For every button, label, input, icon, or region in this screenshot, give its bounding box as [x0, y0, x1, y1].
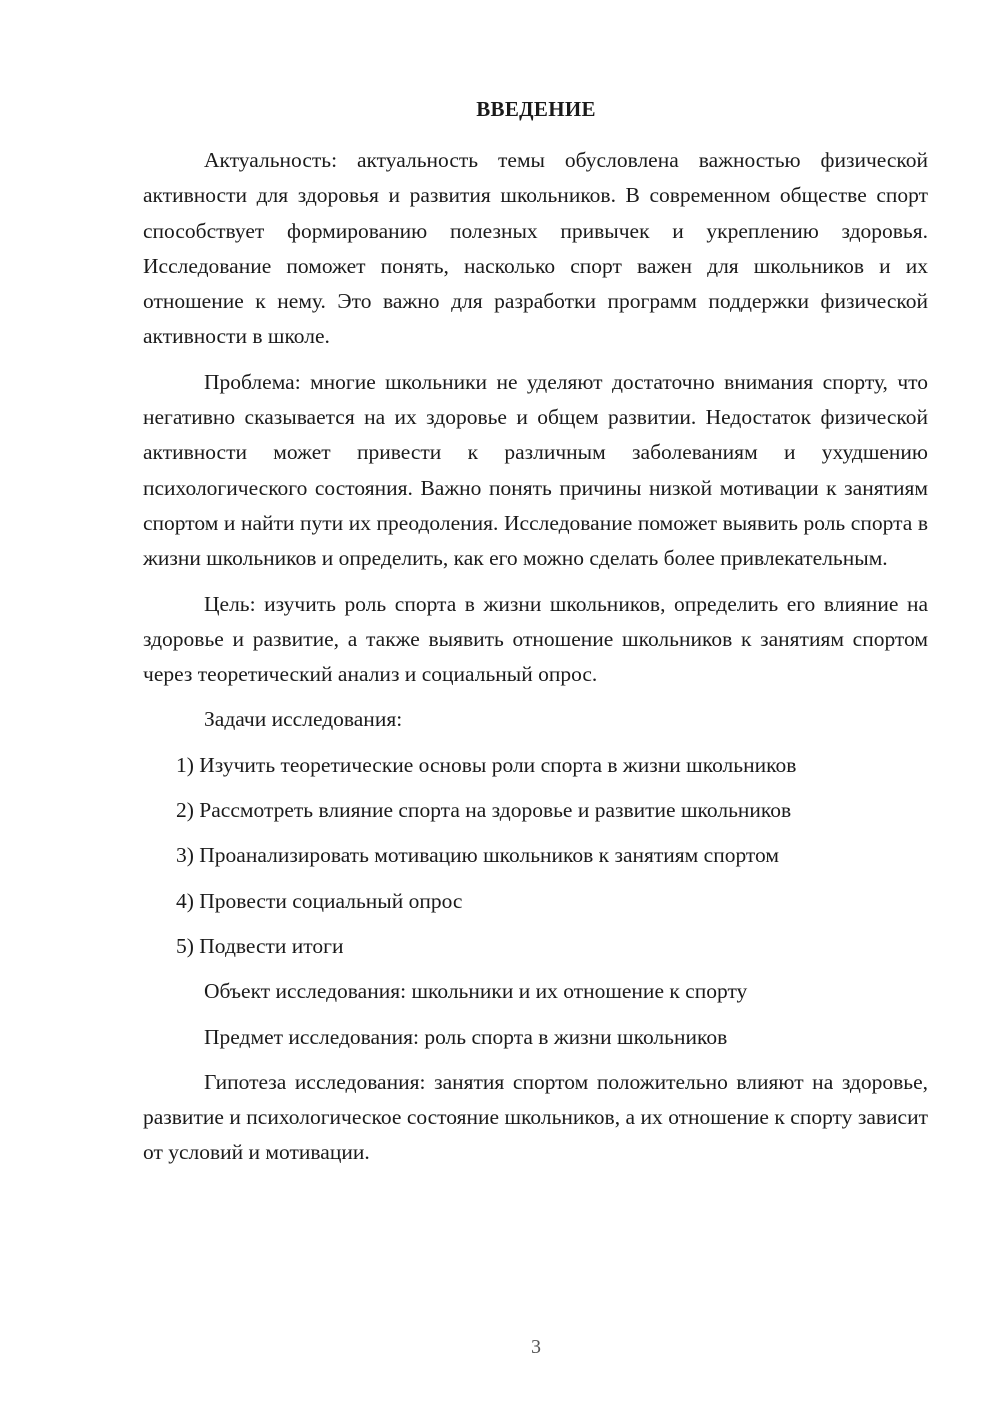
tasks-list [143, 748, 928, 964]
problem-paragraph: Проблема: многие школьники не уделяют достаточно внимания спорту, что негативно сказывается на их здоровье и общем развитии. Недостаток физической активности может привести к различным заболеваниям и ухудшению психологического состояния. Важно понять причины низкой мотивации к занятиям спортом и найти пути их преодоления. Исследование поможет выявить роль спорта в жизни школьников и определить, как его можно сделать более привлекательным. [143, 369, 928, 571]
section-title: ВВЕДЕНИЕ [476, 97, 596, 121]
research-object: Объект исследования: школьники и их отношение к спорту [204, 979, 748, 1004]
task-item: 4) Провести социальный опрос [176, 888, 463, 913]
task-item: 5) Подвести итоги [176, 933, 344, 958]
task-item: 2) Рассмотреть влияние спорта на здоровье и развитие школьников [176, 798, 792, 823]
task-item: 1) Изучить теоретические основы роли спорта в жизни школьников [176, 752, 797, 777]
goal-paragraph: Цель: изучить роль спорта в жизни школьников, определить его влияние на здоровье и развитие, а также выявить отношение школьников к занятиям спортом через теоретический анализ и социальный опрос. [143, 591, 928, 687]
relevance-paragraph: Актуальность: актуальность темы обусловлена важностью физической активности для здоровья и развития школьников. В современном обществе спорт способствует формированию полезных привычек и укреплению здоровья. Исследование поможет понять, насколько спорт важен для школьников и их отношение к нему. Это важно для разработки программ поддержки физической активности в школе. [143, 148, 928, 349]
hypothesis-paragraph: Гипотеза исследования: занятия спортом положительно влияют на здоровье, развитие и психологическое состояние школьников, а их отношение к спорту зависит от условий и мотивации. [143, 1069, 928, 1165]
research-subject: Предмет исследования: роль спорта в жизни школьников [204, 1024, 728, 1049]
document-body [143, 143, 928, 1171]
tasks-heading: Задачи исследования: [204, 707, 403, 732]
page-number: 3 [531, 1336, 541, 1358]
task-item: 3) Проанализировать мотивацию школьников к занятиям спортом [176, 843, 779, 868]
